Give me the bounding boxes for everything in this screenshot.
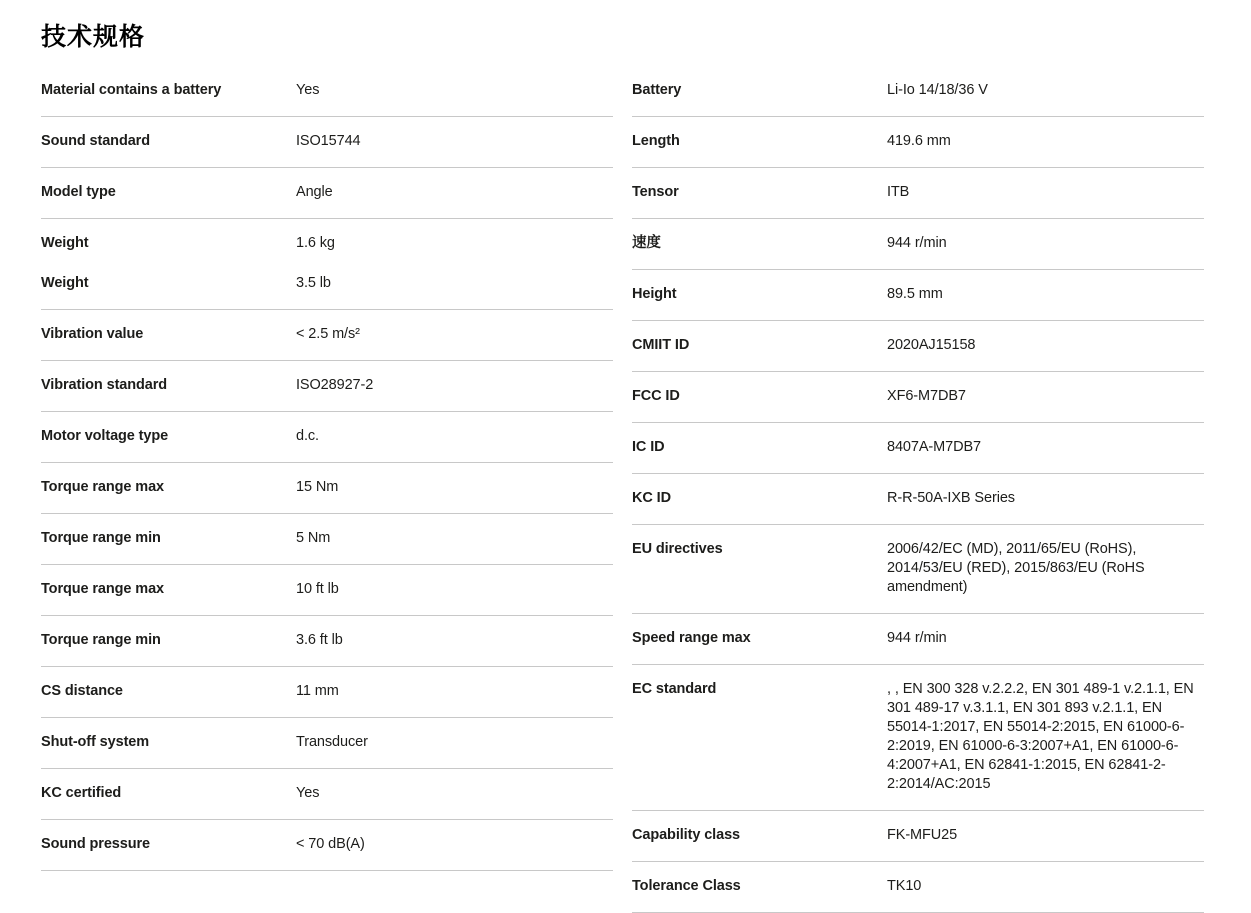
- spec-row: [41, 733, 613, 752]
- spec-row: [632, 877, 1204, 896]
- spec-value: 419.6 mm: [887, 133, 951, 149]
- spec-group: [632, 474, 1204, 525]
- spec-row: [632, 183, 1204, 202]
- spec-label: EU directives: [632, 541, 723, 557]
- spec-value: 89.5 mm: [887, 286, 943, 302]
- spec-row: [41, 183, 613, 202]
- spec-label: Speed range max: [632, 630, 751, 646]
- spec-row: [632, 489, 1204, 508]
- spec-row: [41, 682, 613, 701]
- spec-value: XF6-M7DB7: [887, 388, 966, 404]
- spec-column-left: [41, 66, 613, 871]
- spec-row: [41, 376, 613, 395]
- spec-group: [632, 423, 1204, 474]
- spec-group: [41, 117, 613, 168]
- spec-label: Torque range max: [41, 581, 165, 597]
- spec-group: [632, 665, 1204, 811]
- spec-label: Length: [632, 133, 680, 149]
- spec-group: [632, 117, 1204, 168]
- spec-value: d.c.: [296, 428, 319, 444]
- spec-row: [632, 540, 1204, 597]
- spec-row: [632, 629, 1204, 648]
- spec-row: [632, 826, 1204, 845]
- spec-value: 8407A-M7DB7: [887, 439, 982, 455]
- spec-row: [41, 81, 613, 100]
- spec-value: Li-Io 14/18/36 V: [887, 82, 988, 98]
- spec-group: [632, 525, 1204, 614]
- spec-value: 15 Nm: [296, 479, 339, 495]
- spec-row: [41, 835, 613, 854]
- spec-label: 速度: [632, 235, 661, 251]
- page-title: 技术规格: [41, 23, 146, 51]
- spec-row: [632, 285, 1204, 304]
- spec-label: KC certified: [41, 785, 122, 801]
- spec-label: Battery: [632, 82, 682, 98]
- spec-group: [632, 219, 1204, 270]
- spec-group: [41, 820, 613, 871]
- spec-row: [41, 234, 613, 253]
- spec-value: 944 r/min: [887, 630, 947, 646]
- spec-group: [41, 310, 613, 361]
- spec-group: [632, 270, 1204, 321]
- spec-value: , , EN 300 328 v.2.2.2, EN 301 489-1 v.2.1.1, EN 301 489-17 v.3.1.1, EN 301 893 v.2.1.1, EN 55014-1:2017, EN 55014-2:2015, EN 61000-6-2:2019, EN 61000-6-3:2007+A1, EN 61000-6-4:2007+A1, EN 62841-1:2015, EN 62841-2-2:2014/AC:2015: [887, 681, 1194, 792]
- spec-row: [41, 580, 613, 599]
- spec-value: 2020AJ15158: [887, 337, 976, 353]
- spec-group: [41, 667, 613, 718]
- spec-label: Weight: [41, 275, 89, 291]
- spec-label: Tensor: [632, 184, 679, 200]
- spec-group: [632, 66, 1204, 117]
- spec-label: Motor voltage type: [41, 428, 169, 444]
- spec-group: [632, 372, 1204, 423]
- spec-group: [41, 412, 613, 463]
- spec-label: Torque range min: [41, 530, 161, 546]
- spec-row: [41, 274, 613, 293]
- spec-row: [41, 631, 613, 650]
- spec-row: [632, 438, 1204, 457]
- spec-value: TK10: [887, 878, 922, 894]
- spec-label: Weight: [41, 235, 89, 251]
- spec-label: Capability class: [632, 827, 741, 843]
- spec-group: [632, 321, 1204, 372]
- spec-group: [41, 463, 613, 514]
- spec-group: [632, 168, 1204, 219]
- spec-group: [41, 219, 613, 310]
- spec-value: 944 r/min: [887, 235, 947, 251]
- spec-group: [632, 862, 1204, 913]
- spec-row: [632, 81, 1204, 100]
- spec-row: [41, 325, 613, 344]
- spec-group: [41, 361, 613, 412]
- spec-row: [41, 132, 613, 151]
- spec-row: [632, 387, 1204, 406]
- spec-grid: [41, 66, 1204, 913]
- spec-label: CS distance: [41, 683, 123, 699]
- spec-row: [41, 529, 613, 548]
- spec-value: Angle: [296, 184, 333, 200]
- spec-row: [41, 478, 613, 497]
- spec-value: R-R-50A-IXB Series: [887, 490, 1015, 506]
- spec-group: [41, 565, 613, 616]
- spec-row: [632, 680, 1204, 794]
- spec-group: [632, 811, 1204, 862]
- spec-label: Vibration value: [41, 326, 144, 342]
- spec-row: [41, 784, 613, 803]
- spec-value: 11 mm: [296, 683, 339, 699]
- spec-value: 3.6 ft lb: [296, 632, 343, 648]
- spec-value: < 70 dB(A): [296, 836, 365, 852]
- spec-group: [41, 66, 613, 117]
- spec-label: IC ID: [632, 439, 665, 455]
- spec-value: ITB: [887, 184, 910, 200]
- spec-value: 1.6 kg: [296, 235, 335, 251]
- spec-value: 5 Nm: [296, 530, 331, 546]
- spec-row: [632, 132, 1204, 151]
- spec-label: Torque range max: [41, 479, 165, 495]
- spec-group: [41, 769, 613, 820]
- spec-label: FCC ID: [632, 388, 680, 404]
- spec-value: Yes: [296, 785, 320, 801]
- spec-value: Yes: [296, 82, 320, 98]
- spec-label: Torque range min: [41, 632, 161, 648]
- spec-row: [632, 234, 1204, 253]
- spec-group: [41, 514, 613, 565]
- spec-row: [41, 427, 613, 446]
- spec-label: KC ID: [632, 490, 671, 506]
- spec-value: 10 ft lb: [296, 581, 339, 597]
- spec-label: Height: [632, 286, 677, 302]
- spec-label: Sound standard: [41, 133, 150, 149]
- spec-label: EC standard: [632, 681, 717, 697]
- spec-value: < 2.5 m/s²: [296, 326, 360, 342]
- spec-label: Material contains a battery: [41, 82, 222, 98]
- spec-value: 2006/42/EC (MD), 2011/65/EU (RoHS), 2014/53/EU (RED), 2015/863/EU (RoHS amendment): [887, 541, 1145, 595]
- spec-column-right: [632, 66, 1204, 913]
- spec-label: Shut-off system: [41, 734, 150, 750]
- spec-label: CMIIT ID: [632, 337, 690, 353]
- spec-row: [632, 336, 1204, 355]
- spec-label: Sound pressure: [41, 836, 150, 852]
- spec-label: Model type: [41, 184, 116, 200]
- spec-group: [632, 614, 1204, 665]
- spec-value: Transducer: [296, 734, 368, 750]
- spec-group: [41, 616, 613, 667]
- spec-label: Tolerance Class: [632, 878, 741, 894]
- spec-value: ISO15744: [296, 133, 361, 149]
- spec-value: FK-MFU25: [887, 827, 958, 843]
- spec-value: 3.5 lb: [296, 275, 331, 291]
- spec-group: [41, 168, 613, 219]
- spec-value: ISO28927-2: [296, 377, 374, 393]
- spec-label: Vibration standard: [41, 377, 168, 393]
- spec-group: [41, 718, 613, 769]
